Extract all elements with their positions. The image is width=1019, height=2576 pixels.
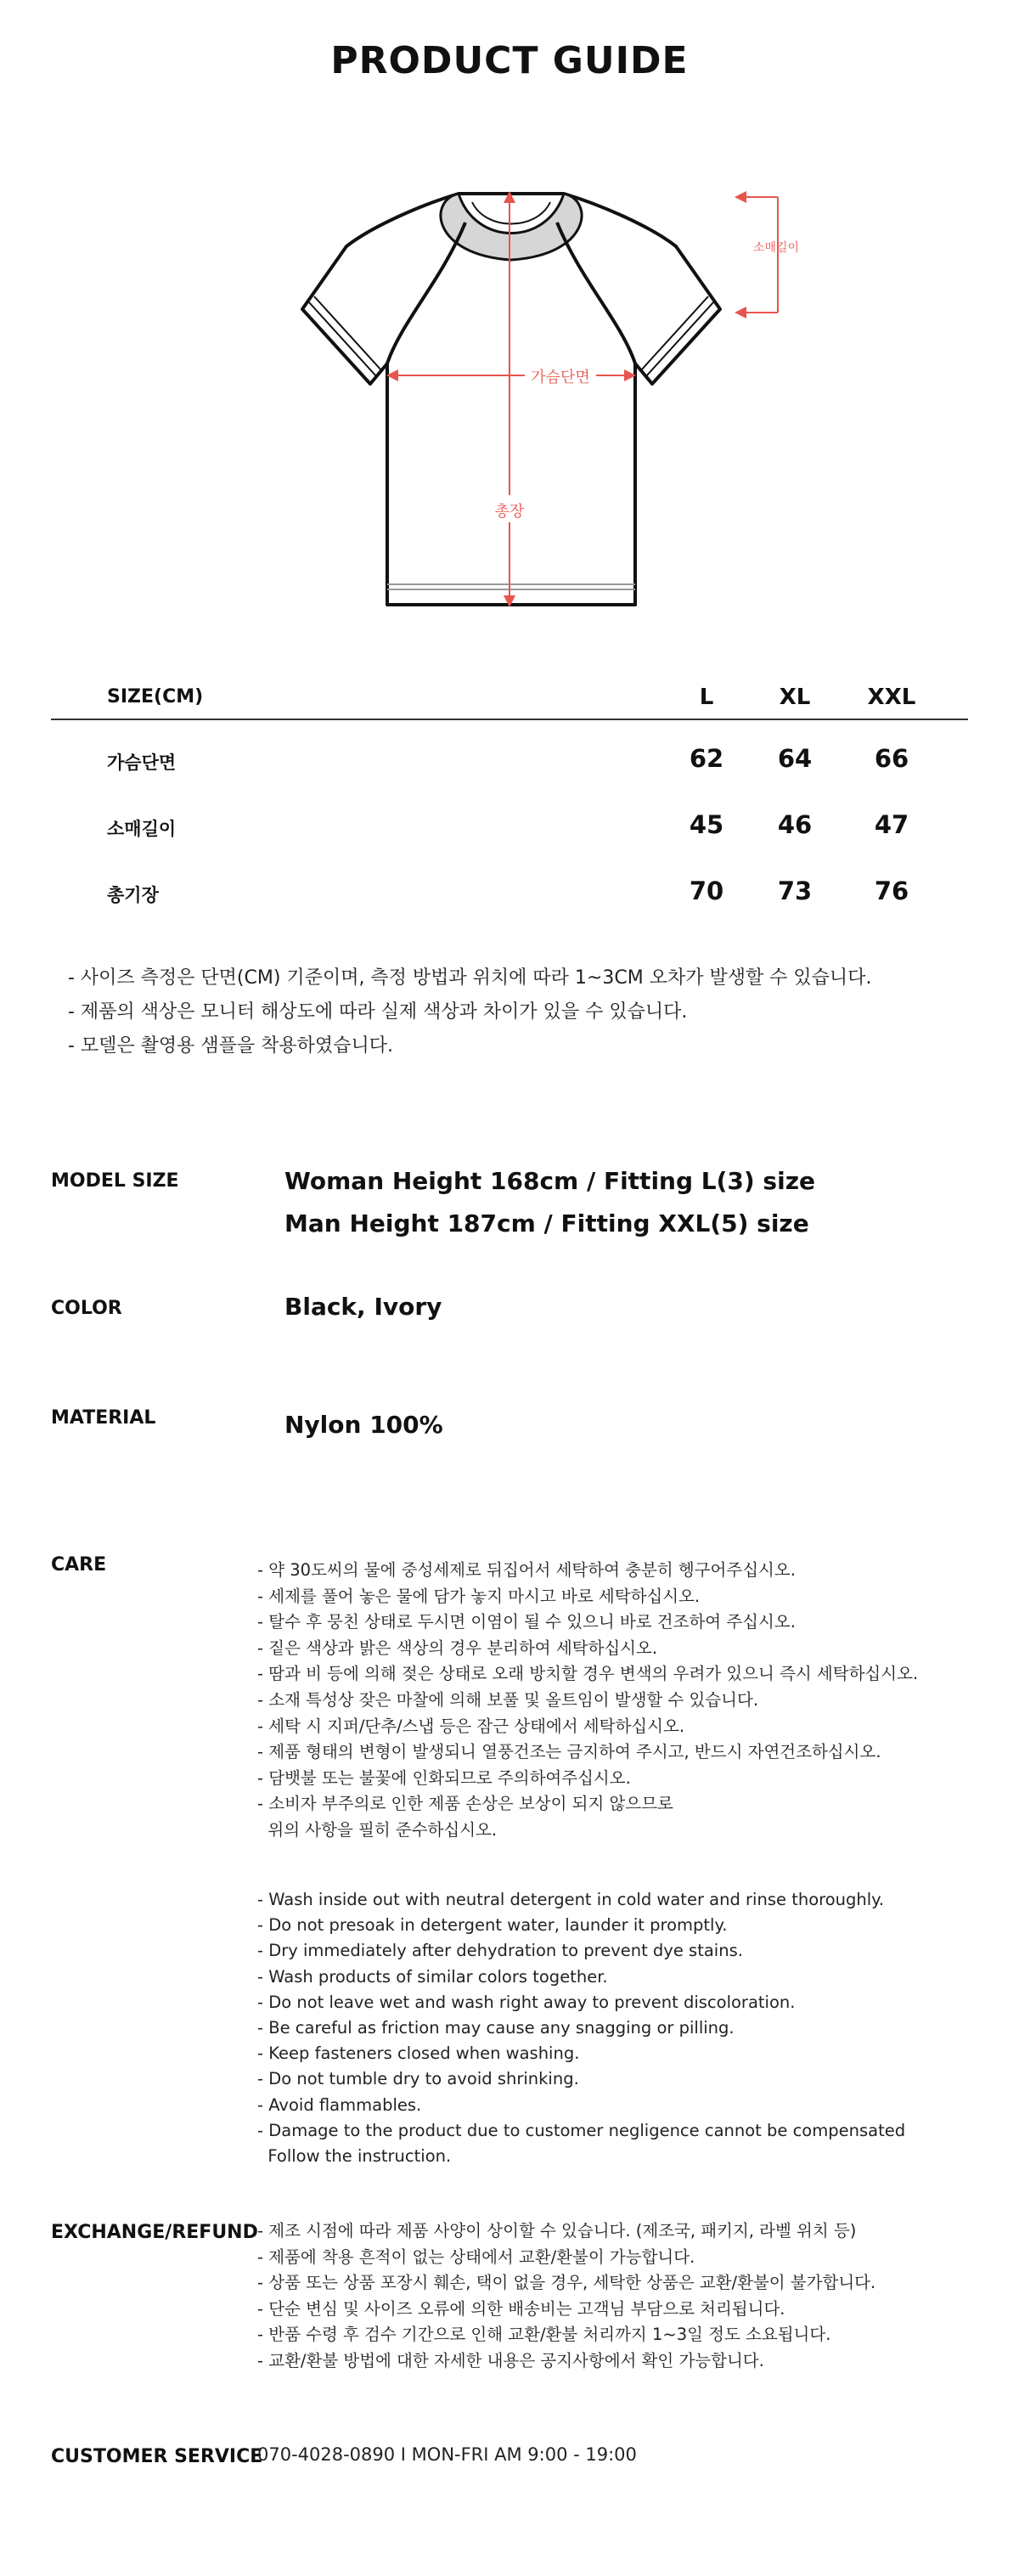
list-item: - Keep fasteners closed when washing. xyxy=(257,2043,580,2064)
list-item: - 상품 또는 상품 포장시 훼손, 택이 없을 경우, 세탁한 상품은 교환/환불이 불가합니다. xyxy=(257,2273,876,2293)
table-cell: 47 xyxy=(874,810,909,839)
table-cell: 66 xyxy=(874,744,909,773)
list-item: - Be careful as friction may cause any snagging or pilling. xyxy=(257,2018,735,2038)
color-value: Black, Ivory xyxy=(284,1293,442,1321)
row-label: 소매길이 xyxy=(107,819,177,839)
model-size-line: Man Height 187cm / Fitting XXL(5) size xyxy=(284,1209,809,1237)
list-item: - Do not presoak in detergent water, launder it promptly. xyxy=(257,1915,728,1936)
model-size-label: MODEL SIZE xyxy=(51,1170,179,1192)
table-row xyxy=(51,853,968,919)
list-item: - 소재 특성상 잦은 마찰에 의해 보풀 및 올트임이 발생할 수 있습니다. xyxy=(257,1689,759,1710)
customer-service-value: 070-4028-0890 I MON-FRI AM 9:00 - 19:00 xyxy=(257,2444,637,2465)
list-item: - Wash products of similar colors together. xyxy=(257,1966,608,1987)
list-item: - 땀과 비 등에 의해 젖은 상태로 오래 방치할 경우 변색의 우려가 있으니 즉시 세탁하십시오. xyxy=(257,1664,919,1684)
list-item: - 단순 변심 및 사이즈 오류에 의한 배송비는 고객님 부담으로 처리됩니다. xyxy=(257,2298,785,2319)
list-item: - Do not leave wet and wash right away to prevent discoloration. xyxy=(257,1992,796,2012)
list-item: - 소비자 부주의로 인한 제품 손상은 보상이 되지 않으므로 xyxy=(257,1794,673,1814)
size-table-header xyxy=(51,679,968,720)
list-item: Follow the instruction. xyxy=(257,2146,452,2167)
page-title: PRODUCT GUIDE xyxy=(330,39,689,82)
table-cell: 64 xyxy=(777,744,813,773)
length-label: 총장 xyxy=(494,503,525,521)
list-item: - Damage to the product due to customer negligence cannot be compensated xyxy=(257,2120,906,2140)
exchange-refund-label: EXCHANGE/REFUND xyxy=(51,2222,258,2243)
list-item: - 제조 시점에 따라 제품 사양이 상이할 수 있습니다. (제조국, 패키지, 라벨 위치 등) xyxy=(257,2221,857,2241)
list-item: - 탈수 후 뭉친 상태로 두시면 이염이 될 수 있으니 바로 건조하여 주십시오. xyxy=(257,1612,796,1632)
table-cell: 73 xyxy=(777,877,813,905)
care-english-list xyxy=(257,1887,1005,2169)
care-korean-list xyxy=(257,1558,1005,1844)
table-cell: 76 xyxy=(874,877,909,905)
list-item: - 제품에 착용 흔적이 없는 상태에서 교환/환불이 가능합니다. xyxy=(257,2246,695,2267)
sleeve-label: 소매길이 xyxy=(752,241,800,255)
list-item: - Avoid flammables. xyxy=(257,2094,422,2115)
model-size-value xyxy=(284,1160,815,1245)
table-cell: 45 xyxy=(689,810,724,839)
table-cell: 46 xyxy=(777,810,813,839)
list-item: - 담뱃불 또는 불꽃에 인화되므로 주의하여주십시오. xyxy=(257,1767,631,1788)
list-item: - 짙은 색상과 밝은 색상의 경우 분리하여 세탁하십시오. xyxy=(257,1637,658,1658)
model-size-line: Woman Height 168cm / Fitting L(3) size xyxy=(284,1167,815,1195)
note-line: - 제품의 색상은 모니터 해상도에 따라 실제 색상과 차이가 있을 수 있습니다. xyxy=(68,1001,688,1023)
color-label: COLOR xyxy=(51,1298,122,1319)
material-label: MATERIAL xyxy=(51,1407,156,1429)
size-column-l: L xyxy=(699,685,714,710)
size-header-label: SIZE(CM) xyxy=(107,686,204,707)
list-item: - 제품 형태의 변형이 발생되니 열풍건조는 금지하여 주시고, 반드시 자연건조하십시오. xyxy=(257,1742,881,1762)
table-cell: 70 xyxy=(689,877,724,905)
size-column-xl: XL xyxy=(779,685,811,710)
material-value: Nylon 100% xyxy=(284,1411,443,1439)
table-row xyxy=(51,786,968,853)
list-item: - 세탁 시 지퍼/단추/스냅 등은 잠근 상태에서 세탁하십시오. xyxy=(257,1716,685,1736)
size-column-xxl: XXL xyxy=(867,685,916,710)
list-item: - Dry immediately after dehydration to prevent dye stains. xyxy=(257,1941,743,1961)
chest-label: 가슴단면 xyxy=(531,369,590,386)
size-table xyxy=(51,679,968,919)
tshirt-icon xyxy=(302,194,720,605)
care-label: CARE xyxy=(51,1554,107,1575)
list-item: - Do not tumble dry to avoid shrinking. xyxy=(257,2069,579,2089)
list-item: - Wash inside out with neutral detergent in cold water and rinse thoroughly. xyxy=(257,1890,885,1909)
list-item: - 약 30도씨의 물에 중성세제로 뒤집어서 세탁하여 충분히 헹구어주십시오. xyxy=(257,1560,796,1580)
tshirt-measurement-diagram xyxy=(289,174,849,616)
exchange-refund-list xyxy=(257,2218,1005,2375)
row-label: 가슴단면 xyxy=(107,753,177,773)
customer-service-label: CUSTOMER SERVICE xyxy=(51,2446,263,2467)
table-row xyxy=(51,720,968,786)
list-item: - 세제를 풀어 놓은 물에 담가 놓지 마시고 바로 세탁하십시오. xyxy=(257,1586,701,1606)
table-cell: 62 xyxy=(689,744,724,773)
note-line: - 사이즈 측정은 단면(CM) 기준이며, 측정 방법과 위치에 따라 1~3CM 오차가 발생할 수 있습니다. xyxy=(68,967,872,989)
list-item: - 반품 수령 후 검수 기간으로 인해 교환/환불 처리까지 1~3일 정도 소요됩니다. xyxy=(257,2325,831,2345)
note-line: - 모델은 촬영용 샘플을 착용하였습니다. xyxy=(68,1035,393,1057)
row-label: 총기장 xyxy=(107,885,159,905)
size-notes xyxy=(68,961,968,1063)
list-item: 위의 사항을 필히 준수하십시오. xyxy=(257,1819,498,1840)
list-item: - 교환/환불 방법에 대한 자세한 내용은 공지사항에서 확인 가능합니다. xyxy=(257,2350,764,2370)
